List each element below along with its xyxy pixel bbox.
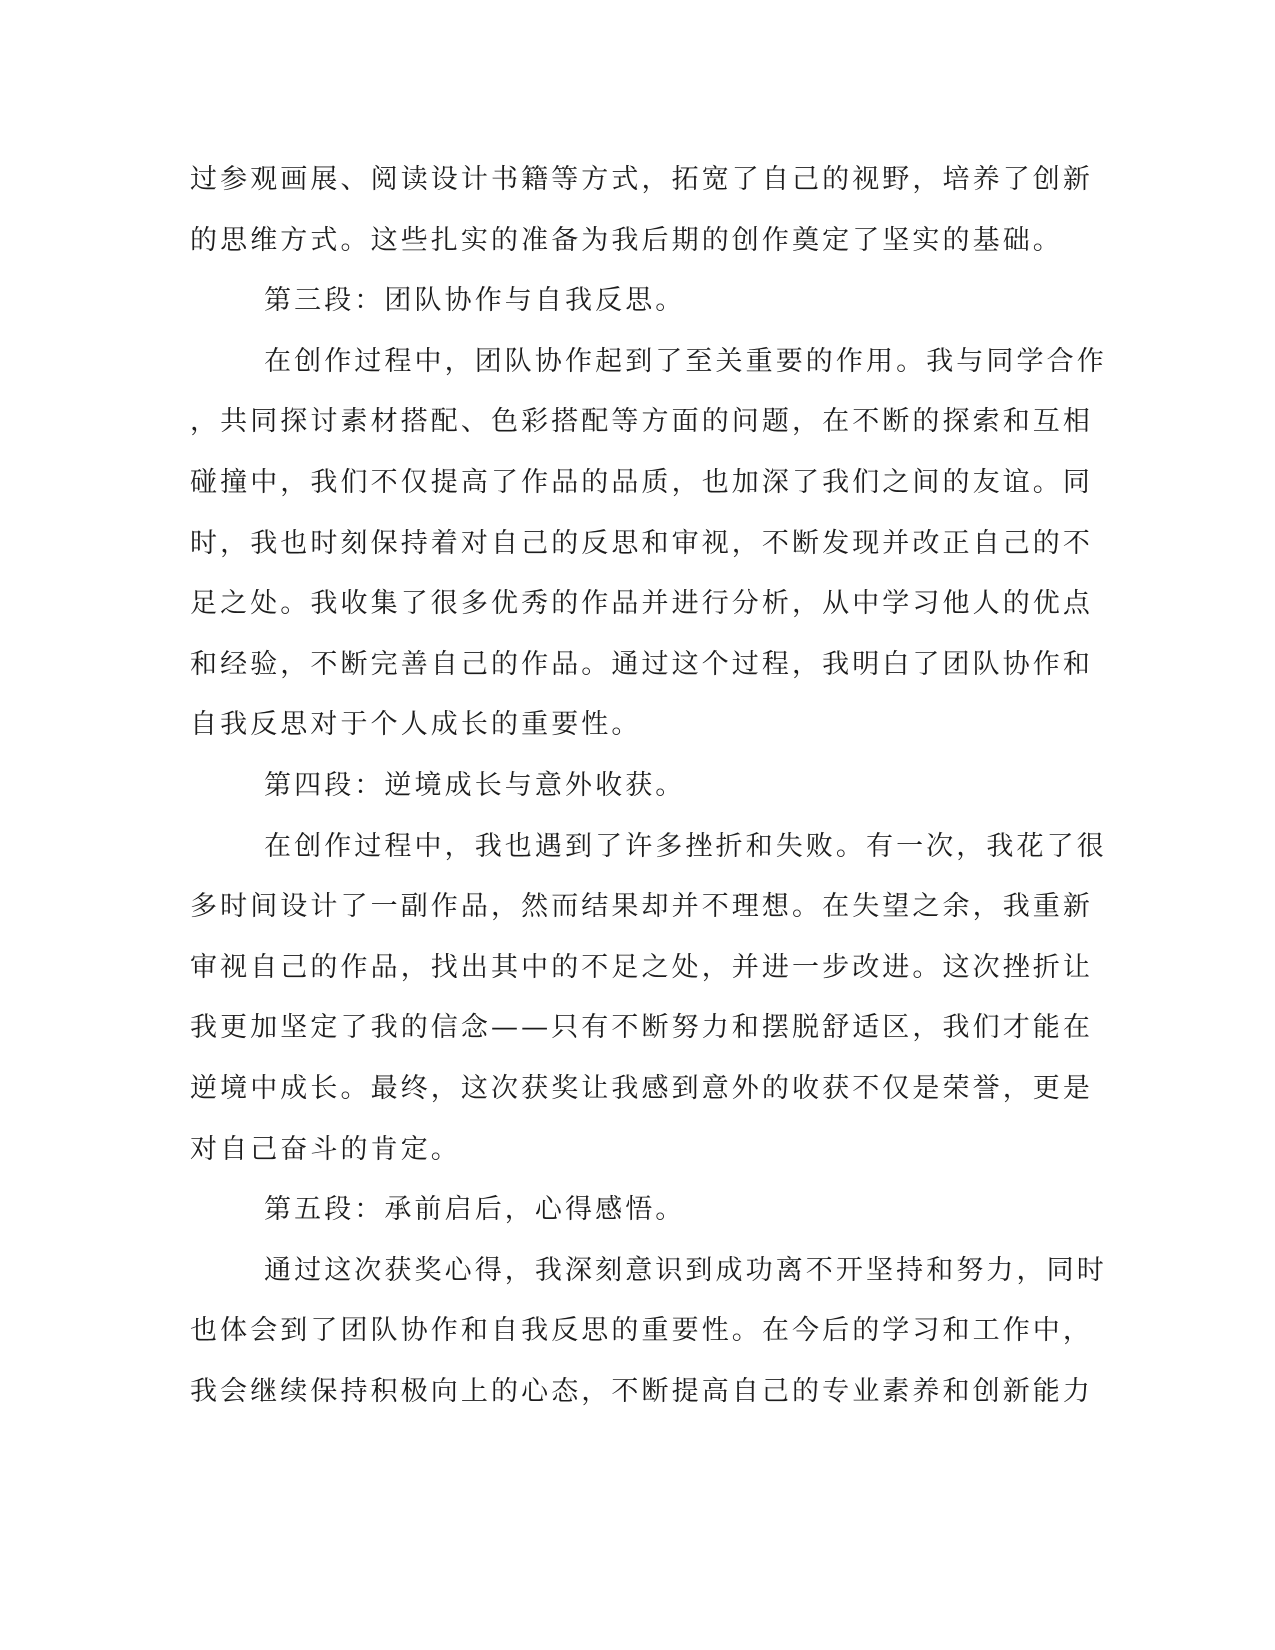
text-line: 在创作过程中，我也遇到了许多挫折和失败。有一次，我花了很	[264, 830, 1107, 862]
text-line: 也体会到了团队协作和自我反思的重要性。在今后的学习和工作中，	[190, 1315, 1093, 1347]
document-body	[190, 150, 1107, 1422]
text-line: 碰撞中，我们不仅提高了作品的品质，也加深了我们之间的友谊。同	[190, 466, 1093, 498]
section-heading: 第五段：承前启后，心得感悟。	[264, 1194, 686, 1226]
text-line: 审视自己的作品，找出其中的不足之处，并进一步改进。这次挫折让	[190, 951, 1093, 983]
text-line: 我更加坚定了我的信念——只有不断努力和摆脱舒适区，我们才能在	[190, 1012, 1093, 1044]
text-line: 对自己奋斗的肯定。	[190, 1133, 461, 1165]
section-heading: 第三段：团队协作与自我反思。	[264, 285, 686, 317]
text-line: ，共同探讨素材搭配、色彩搭配等方面的问题，在不断的探索和互相	[190, 406, 1093, 438]
text-line: 时，我也时刻保持着对自己的反思和审视，不断发现并改正自己的不	[190, 527, 1093, 559]
text-line: 多时间设计了一副作品，然而结果却并不理想。在失望之余，我重新	[190, 891, 1093, 923]
text-line: 我会继续保持积极向上的心态，不断提高自己的专业素养和创新能力	[190, 1375, 1093, 1407]
text-line: 逆境中成长。最终，这次获奖让我感到意外的收获不仅是荣誉，更是	[190, 1072, 1093, 1104]
text-line: 足之处。我收集了很多优秀的作品并进行分析，从中学习他人的优点	[190, 588, 1093, 620]
section-heading: 第四段：逆境成长与意外收获。	[264, 769, 686, 801]
text-line: 和经验，不断完善自己的作品。通过这个过程，我明白了团队协作和	[190, 648, 1093, 680]
text-line: 自我反思对于个人成长的重要性。	[190, 709, 642, 741]
text-line: 过参观画展、阅读设计书籍等方式，拓宽了自己的视野，培养了创新	[190, 164, 1093, 195]
text-line: 的思维方式。这些扎实的准备为我后期的创作奠定了坚实的基础。	[190, 224, 1063, 256]
text-line: 通过这次获奖心得，我深刻意识到成功离不开坚持和努力，同时	[264, 1254, 1107, 1286]
text-line: 在创作过程中，团队协作起到了至关重要的作用。我与同学合作	[264, 345, 1107, 377]
